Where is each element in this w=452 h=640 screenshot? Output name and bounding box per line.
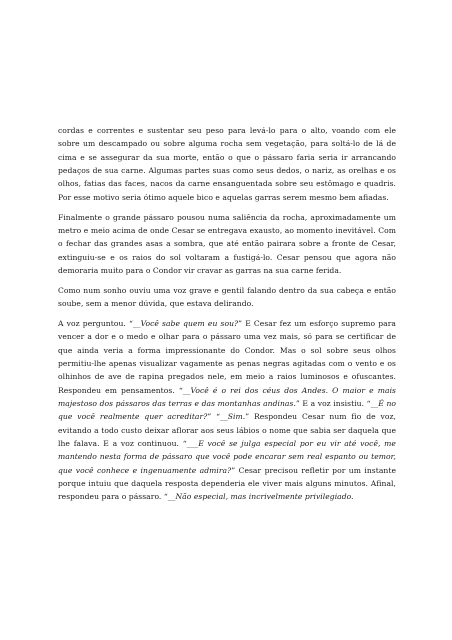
italic-run: Não especial, mas incrivelmente privilegiado. <box>175 492 354 502</box>
text-run: ” “__ <box>207 412 228 422</box>
paragraph <box>58 284 396 311</box>
text-run: ” E Cesar fez um esforço supremo para vencer a dor e o medo e olhar para o pássaro uma vez mais, só para se certificar de que ainda veria a forma impressionante do Condor. Mas o sol sobre seus olhos permitiu-lhe apenas visualizar vagamente as penas negras agitadas com o vento e os olhinhos de ave de rapina pregados nele, em meio a raios luminosos e ofuscantes. Respondeu em pensamentos. “__ <box>58 318 397 395</box>
text-run: cordas e correntes e sustentar seu peso para levá-lo para o alto, voando com ele sobre um descampado ou sobre alguma rocha sem vegetação, para soltá-lo de lá de cima e se assegurar da sua morte, então o que o pássaro faria seria ir arrancando pedaços de sua carne. Algumas partes suas como seus dedos, o nariz, as orelhas e os olhos, fatias das faces, nacos da carne ensanguentada sobre seu estômago e quadris. Por esse motivo seria ótimo aquele bico e aquelas garras serem mesmo bem afiadas. <box>58 126 396 202</box>
text-run: ” Respondeu Cesar num fio de voz, evitando a todo custo deixar aflorar aos seus lábios o nome que sabia ser daquela que lhe falava. E a voz continuou. “___ <box>58 412 396 449</box>
italic-run: É no que você realmente quer acreditar? <box>58 399 397 422</box>
text-run: ” E a voz insistiu. “__ <box>295 399 379 409</box>
italic-run: Você é o rei dos céus dos Andes. O maior e mais majestoso dos pássaros das terras e das montanhas andinas. <box>58 385 397 409</box>
italic-run: Você sabe quem eu sou? <box>140 318 239 328</box>
text-run: A voz perguntou. “__ <box>58 318 141 328</box>
text-run: ” Cesar precisou refletir por um instante porque intuiu que daquela resposta dependeria ele viver mais alguns minutos. Afinal, respondeu para o pássaro. “__ <box>58 465 397 502</box>
text-run: Como num sonho ouviu uma voz grave e gentil falando dentro da sua cabeça e então soube, sem a menor dúvida, que estava delirando. <box>58 285 396 309</box>
paragraph <box>58 124 396 204</box>
italic-run: Sim. <box>227 412 246 422</box>
paragraph <box>58 211 396 278</box>
text-body <box>58 124 396 504</box>
paragraph <box>58 317 396 504</box>
text-run: Finalmente o grande pássaro pousou numa saliência da rocha, aproximadamente um metro e meio acima de onde Cesar se entregava exausto, ao momento inevitável. Com o fechar das grandes asas a sombra, que até então pairara sobre a fronte de Cesar, extinguiu-se e os raios do sol voltaram a fustigá-lo. Cesar pensou que agora não demoraria muito para o Condor vir cravar as garras na sua carne ferida. <box>58 212 396 275</box>
italic-run: E você se julga especial por eu vir até você, me mantendo nesta forma de pássaro que você pode encarar sem real espanto ou temor, que você conhece e ingenuamente admira? <box>58 439 396 475</box>
